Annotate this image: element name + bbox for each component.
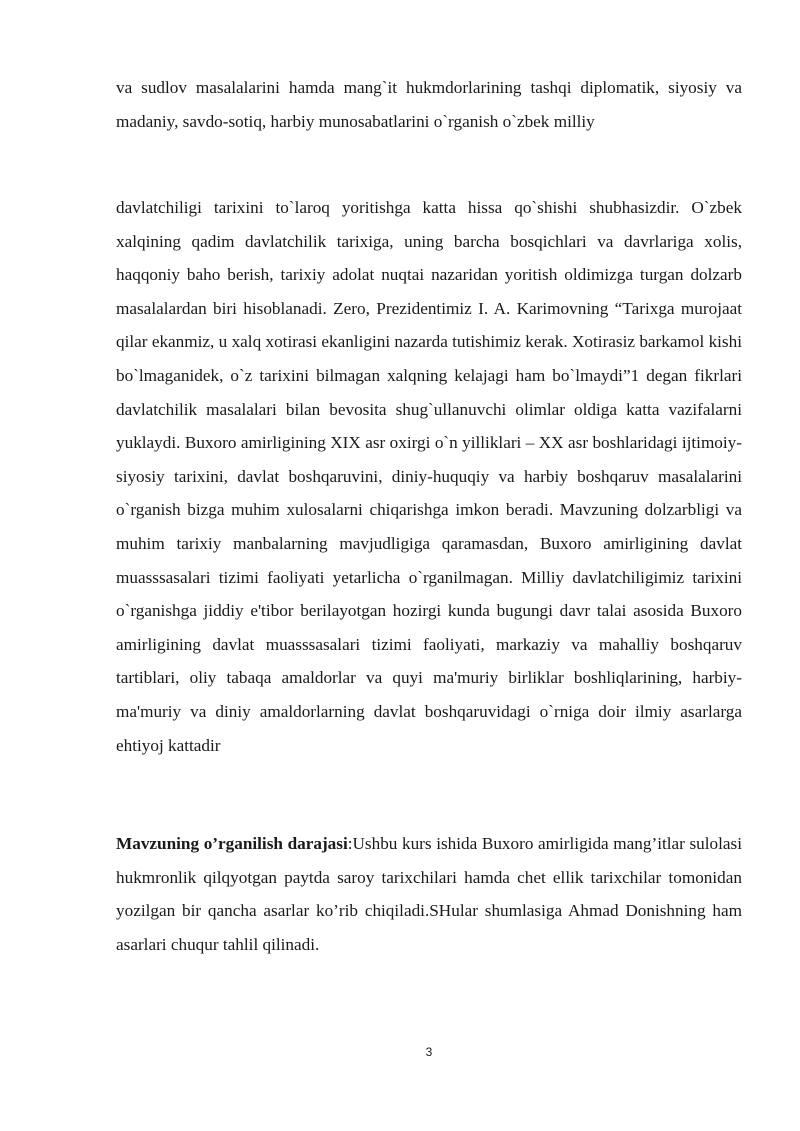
section-text: :Ushbu kurs ishida Buxoro amirligida mang’itlar sulolasi hukmronlik qilqyotgan paytda saroy tarixchilari hamda chet ellik tarixchilar tomonidan yozilgan bir qancha asarlar ko’rib chiqiladi.SHular shumlasiga Ahmad Donishning ham asarlari chuqur tahlil qilinadi. xyxy=(116,834,742,954)
page-number: 3 xyxy=(425,1045,433,1059)
paragraph-main: davlatchiligi tarixini to`laroq yoritishga katta hissa qo`shishi shubhasizdir. O`zbek xalqining qadim davlatchilik tarixiga, uning barcha bosqichlari va davrlariga xolis, haqqoniy baho berish, tarixiy adolat nuqtai nazaridan yoritish oldimizga turgan dolzarb masalalardan biri hisoblanadi. Zero, Prezidentimiz I. A. Karimovning “Tarixga murojaat qilar ekanmiz, u xalq xotirasi ekanligini nazarda tutishimiz kerak. Xotirasiz barkamol kishi bo`lmaganidek, o`z tarixini bilmagan xalqning kelajagi ham bo`lmaydi”1 degan fikrlari davlatchilik masalalari bilan bevosita shug`ullanuvchi olimlar oldiga katta vazifalarni yuklaydi. Buxoro amirligining XIX asr oxirgi o`n yilliklari – XX asr boshlaridagi ijtimoiy-siyosiy tarixini, davlat boshqaruvini, diniy-huquqiy va harbiy boshqaruv masalalarini o`rganish bizga muhim xulosalarni chiqarishga imkon beradi. Mavzuning dolzarbligi va muhim tarixiy manbalarning mavjudligiga qaramasdan, Buxoro amirligining davlat muasssasalari tizimi faoliyati yetarlicha o`rganilmagan. Milliy davlatchiligimiz tarixini o`rganishga jiddiy e'tibor berilayotgan hozirgi kunda bugungi davr talai asosida Buxoro amirligining davlat muasssasalari tizimi faoliyati, markaziy va mahalliy boshqaruv tartiblari, oliy tabaqa amaldorlar va quyi ma'muriy birliklar boshliqlarining, harbiy-ma'muriy va diniy amaldorlarning davlat boshqaruvidagi o`rniga doir ilmiy asarlarga ehtiyoj kattadir xyxy=(116,198,742,755)
section-heading: Mavzuning o’rganilish darajasi xyxy=(116,834,348,853)
paragraph-study-level xyxy=(116,827,742,961)
paragraph-continuation: va sudlov masalalarini hamda mang`it hukmdorlarining tashqi diplomatik, siyosiy va madaniy, savdo-sotiq, harbiy munosabatlarini o`rganish o`zbek milliy xyxy=(116,78,742,131)
